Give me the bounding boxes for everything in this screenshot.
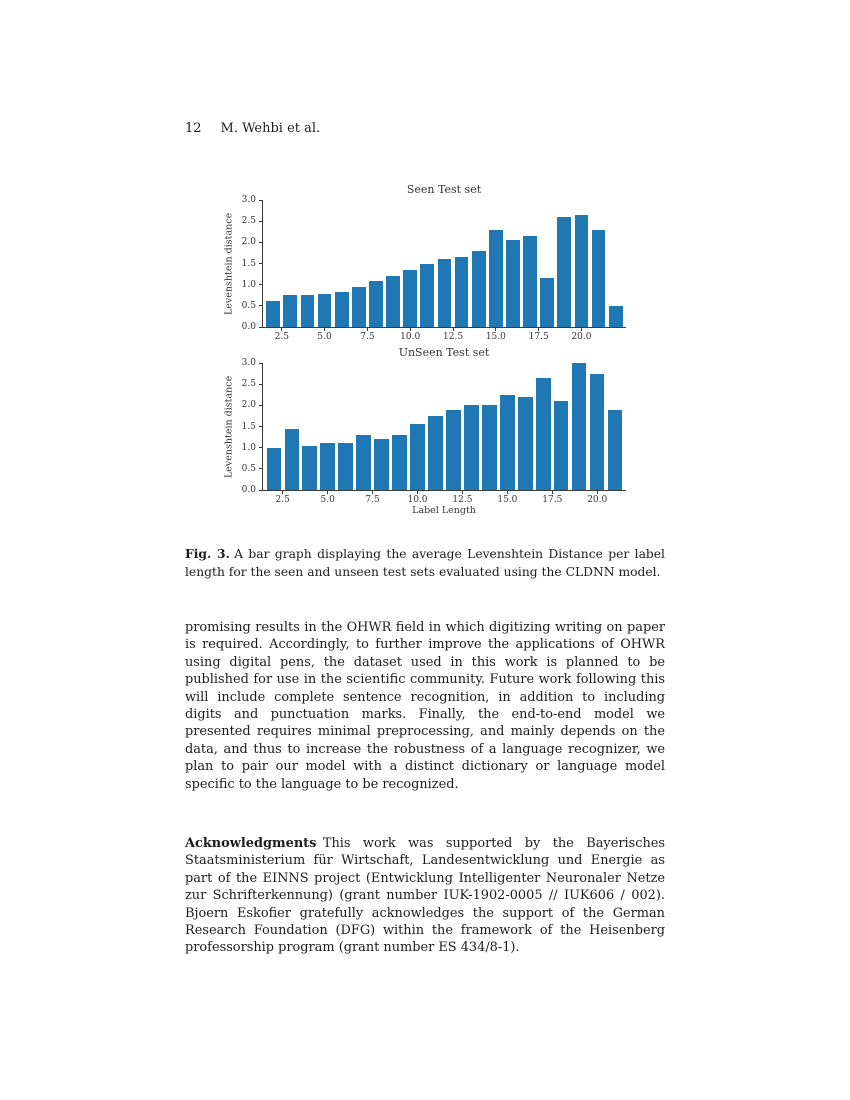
x-tick-label: 5.0: [320, 495, 335, 505]
y-tick-label: 2.5: [241, 216, 256, 227]
x-tick-mark: [597, 490, 598, 494]
bar: [283, 295, 297, 327]
body-paragraph: promising results in the OHWR field in which digitizing writing on paper is required. Accordingly, to further improve the applications of OHWR using digital pens, the dataset used in this work is planned to be published for use in the scientific community. Future work following this will include complete sentence recognition, in addition to including digits and punctuation marks. Finally, the end-to-end model we presented requires minimal preprocessing, and mainly depends on the data, and thus to increase the robustness of a language recognizer, we plan to pair our model with a distinct dictionary or language model specific to the language to be recognized.: [185, 619, 665, 792]
chart-title: UnSeen Test set: [398, 346, 490, 359]
running-header: [185, 121, 665, 136]
bar: [540, 278, 554, 327]
bar: [572, 363, 586, 490]
y-axis-label: Levenshtein distance: [223, 375, 235, 478]
y-tick-mark: [259, 490, 263, 491]
x-tick-mark: [417, 490, 418, 494]
x-tick-label: 20.0: [587, 495, 608, 505]
x-tick-mark: [367, 327, 368, 331]
chart-title: Seen Test set: [406, 183, 482, 196]
y-tick-label: 0.5: [241, 300, 256, 311]
x-tick-label: 10.0: [400, 332, 421, 342]
x-tick-mark: [581, 327, 582, 331]
x-tick-mark: [495, 327, 496, 331]
y-tick-label: 2.0: [241, 400, 256, 411]
bar: [392, 435, 406, 490]
y-axis-label: Levenshtein distance: [223, 212, 235, 315]
y-tick-label: 2.5: [241, 379, 256, 390]
bar: [352, 287, 366, 327]
acknowledgments-paragraph: [185, 835, 665, 957]
y-tick-mark: [259, 200, 263, 201]
x-tick-label: 10.0: [407, 495, 428, 505]
x-tick-mark: [453, 327, 454, 331]
x-tick-mark: [281, 327, 282, 331]
y-tick-mark: [259, 468, 263, 469]
bar: [446, 410, 460, 490]
bar: [438, 259, 452, 327]
y-tick-label: 3.0: [241, 195, 256, 205]
y-tick-label: 2.0: [241, 237, 256, 248]
x-tick-mark: [410, 327, 411, 331]
bar: [420, 264, 434, 328]
x-tick-mark: [462, 490, 463, 494]
x-tick-mark: [552, 490, 553, 494]
x-tick-label: 15.0: [497, 495, 518, 505]
x-tick-mark: [282, 490, 283, 494]
bar: [338, 443, 352, 490]
x-tick-label: 17.5: [528, 332, 549, 342]
y-tick-mark: [259, 426, 263, 427]
y-tick-mark: [259, 363, 263, 364]
figure-caption: [185, 545, 665, 582]
bar: [285, 429, 299, 490]
x-axis-label: Label Length: [412, 505, 476, 516]
acknowledgments-heading: Acknowledgments: [185, 835, 317, 851]
figure-caption-label: Fig. 3.: [185, 546, 230, 562]
bar: [575, 215, 589, 327]
y-tick-mark: [259, 305, 263, 306]
x-tick-label: 20.0: [571, 332, 592, 342]
x-tick-label: 2.5: [274, 332, 289, 342]
x-tick-mark: [372, 490, 373, 494]
x-tick-label: 7.5: [360, 332, 375, 342]
y-tick-mark: [259, 263, 263, 264]
x-tick-mark: [538, 327, 539, 331]
x-tick-mark: [507, 490, 508, 494]
acknowledgments-text: This work was supported by the Bayerisches Staatsministerium für Wirtschaft, Landesentwicklung und Energie as part of the EINNS project (Entwicklung Intelligenter Neuronaler Netze zur Schrifterkennung) (grant number IUK-1902-0005 // IUK606 / 002). Bjoern Eskofier gratefully acknowledges the support of the German Research Foundation (DFG) within the framework of the Heisenberg professorship program (grant number ES 434/8-1).: [185, 835, 665, 956]
bar: [356, 435, 370, 490]
x-tick-label: 12.5: [452, 495, 473, 505]
bar: [592, 230, 606, 327]
y-tick-label: 1.0: [241, 442, 256, 453]
y-tick-label: 0.0: [241, 485, 256, 495]
chart-unseen-test: [222, 346, 626, 516]
y-tick-mark: [259, 242, 263, 243]
plot-area: [241, 195, 626, 342]
y-tick-label: 3.0: [241, 358, 256, 368]
bar: [482, 405, 496, 490]
x-tick-label: 12.5: [443, 332, 464, 342]
x-tick-label: 2.5: [275, 495, 290, 505]
bar: [455, 257, 469, 327]
figure-3: [222, 183, 626, 535]
bar: [523, 236, 537, 327]
bar: [374, 439, 388, 490]
bar: [518, 397, 532, 490]
bar: [266, 301, 280, 327]
y-tick-mark: [259, 447, 263, 448]
y-tick-mark: [259, 284, 263, 285]
bar: [554, 401, 568, 490]
bar: [428, 416, 442, 490]
bar: [489, 230, 503, 327]
x-tick-label: 17.5: [542, 495, 563, 505]
bar: [301, 295, 315, 327]
bar: [320, 443, 334, 490]
bar: [590, 374, 604, 490]
bar: [318, 294, 332, 327]
y-tick-label: 0.0: [241, 322, 256, 332]
bar: [403, 270, 417, 327]
plot-area: [241, 358, 626, 505]
figure-caption-text: A bar graph displaying the average Levenshtein Distance per label length for the seen and unseen test sets evaluated using the CLDNN model.: [185, 547, 665, 580]
bar: [335, 292, 349, 327]
bar: [608, 410, 622, 490]
x-tick-mark: [327, 490, 328, 494]
bar: [369, 281, 383, 327]
bar: [472, 251, 486, 327]
y-tick-mark: [259, 327, 263, 328]
bar: [557, 217, 571, 327]
chart-seen-test: [222, 183, 626, 342]
bar: [609, 306, 623, 327]
bar: [500, 395, 514, 490]
bar: [267, 448, 281, 490]
x-tick-mark: [324, 327, 325, 331]
y-tick-label: 1.5: [241, 421, 256, 432]
bar: [302, 446, 316, 490]
bar: [410, 424, 424, 490]
y-tick-mark: [259, 221, 263, 222]
y-tick-label: 1.0: [241, 279, 256, 290]
bar: [506, 240, 520, 327]
bar: [464, 405, 478, 490]
running-head-authors: M. Wehbi et al.: [220, 121, 321, 136]
y-tick-mark: [259, 384, 263, 385]
y-tick-label: 0.5: [241, 463, 256, 474]
page-number: 12: [185, 121, 202, 136]
y-tick-mark: [259, 405, 263, 406]
x-tick-label: 15.0: [485, 332, 506, 342]
x-tick-label: 5.0: [317, 332, 332, 342]
bar: [536, 378, 550, 490]
y-tick-label: 1.5: [241, 258, 256, 269]
bar: [386, 276, 400, 327]
x-tick-label: 7.5: [365, 495, 380, 505]
